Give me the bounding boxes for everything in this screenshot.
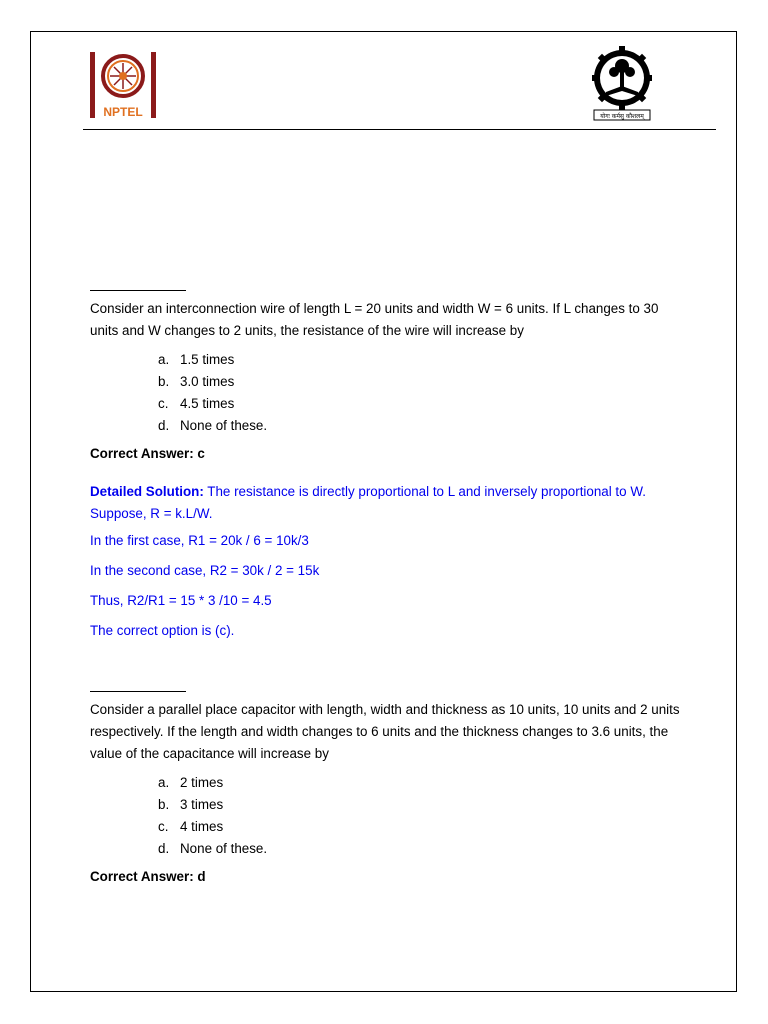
question1-rule (90, 290, 186, 291)
option-text: 3 times (180, 797, 224, 812)
question2-options (158, 772, 267, 860)
question2-option-b (158, 794, 267, 816)
solution-step-4: The correct option is (c). (90, 623, 235, 638)
question1-text: Consider an interconnection wire of length L = 20 units and width W = 6 units. If L changes to 30 units and W changes to 2 units, the resistance of the wire will increase by (90, 301, 659, 338)
question1-option-b (158, 371, 267, 393)
solution-step-2: In the second case, R2 = 30k / 2 = 15k (90, 563, 320, 578)
option-text: 2 times (180, 775, 224, 790)
option-letter: c. (158, 819, 169, 834)
option-letter: a. (158, 775, 170, 790)
option-letter: b. (158, 797, 170, 812)
iit-logo-motto: योगः कर्मसु कौशलम् (600, 113, 644, 120)
question2-option-d (158, 838, 267, 860)
question1-correct-answer: Correct Answer: c (90, 446, 205, 461)
option-letter: c. (158, 396, 169, 411)
nptel-logo-text: NPTEL (103, 105, 143, 119)
option-text: None of these. (180, 418, 268, 433)
option-text: 4.5 times (180, 396, 235, 411)
question1-option-c (158, 393, 267, 415)
question1-option-d (158, 415, 267, 437)
question1-detailed-solution (90, 481, 690, 525)
question2-option-a (158, 772, 267, 794)
question1-options (158, 349, 267, 437)
question2-text: Consider a parallel place capacitor with length, width and thickness as 10 units, 10 units and 2 units respectively. If the length and width changes to 6 units and the thickness changes to 3.6 units, the value of the capacitance will increase by (90, 702, 680, 761)
solution-step-3: Thus, R2/R1 = 15 * 3 /10 = 4.5 (90, 593, 272, 608)
option-text: None of these. (180, 841, 268, 856)
option-letter: d. (158, 418, 170, 433)
nptel-logo (90, 50, 156, 122)
question2-option-c (158, 816, 267, 838)
option-letter: d. (158, 841, 170, 856)
solution-text: The resistance is directly proportional to L and inversely proportional to W. Suppose, R = k.L/W. (90, 484, 646, 521)
iit-kharagpur-logo (590, 44, 654, 122)
option-letter: a. (158, 352, 170, 367)
solution-label: Detailed Solution: (90, 484, 204, 499)
question1-option-a (158, 349, 267, 371)
question2-rule (90, 691, 186, 692)
option-text: 4 times (180, 819, 224, 834)
question2-correct-answer: Correct Answer: d (90, 869, 206, 884)
option-text: 3.0 times (180, 374, 235, 389)
solution-step-1: In the first case, R1 = 20k / 6 = 10k/3 (90, 533, 309, 548)
header-rule (83, 129, 716, 130)
option-text: 1.5 times (180, 352, 235, 367)
option-letter: b. (158, 374, 170, 389)
